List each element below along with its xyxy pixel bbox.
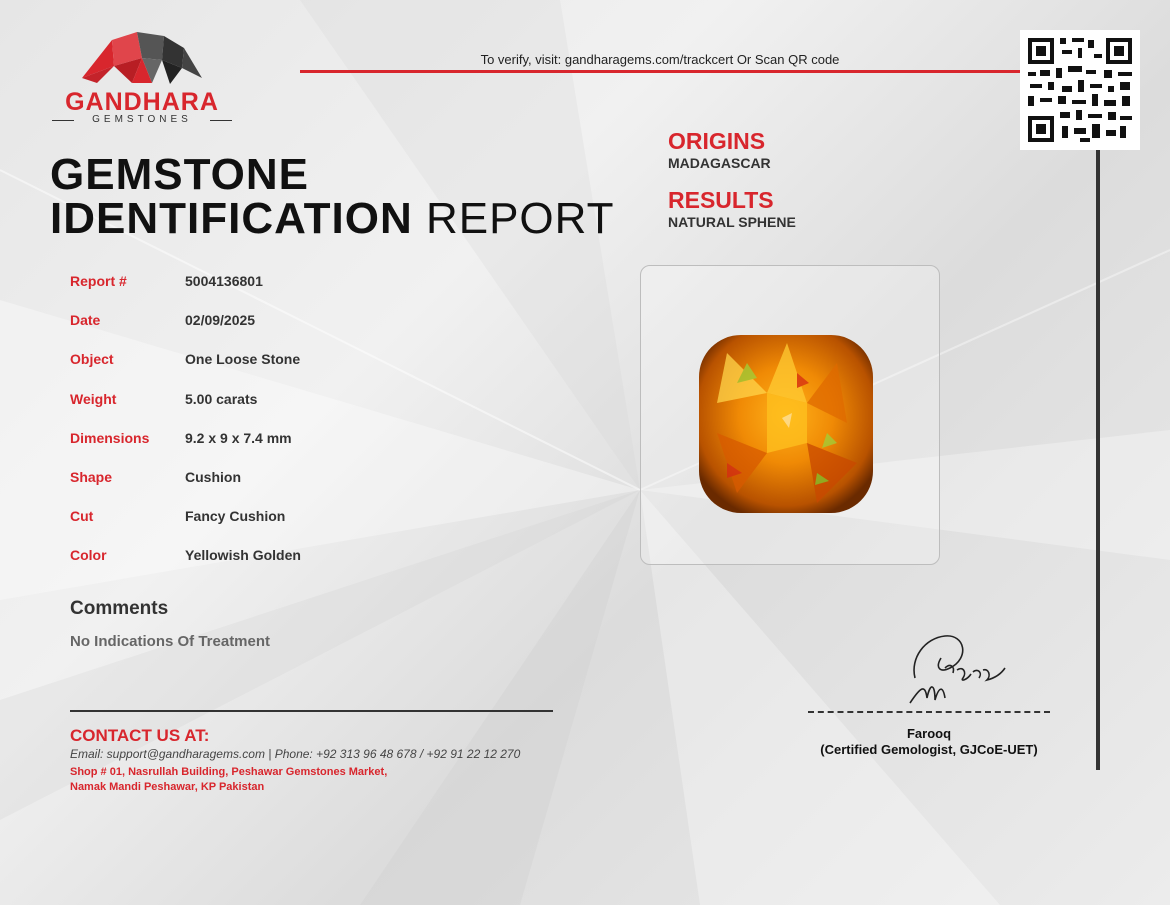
brand-subtitle: GEMSTONES <box>92 114 192 125</box>
comments-heading: Comments <box>70 598 169 619</box>
signature-line <box>808 711 1050 713</box>
brand-name: GANDHARA <box>65 88 219 116</box>
detail-value-shape: Cushion <box>185 469 241 485</box>
report-title-bold: IDENTIFICATION <box>50 194 413 243</box>
detail-value-object: One Loose Stone <box>185 351 301 367</box>
qr-code-icon[interactable] <box>1020 30 1140 150</box>
detail-value-date: 02/09/2025 <box>185 312 256 328</box>
contact-address <box>70 765 387 795</box>
detail-label-shape: Shape <box>70 469 113 485</box>
contact-email-phone: Email: support@gandharagems.com | Phone: +92 313 96 48 678 / +92 91 22 12 270 <box>70 747 521 761</box>
detail-label-cut: Cut <box>70 508 94 524</box>
detail-label-dimensions: Dimensions <box>70 430 150 446</box>
report-title-line2 <box>50 194 615 244</box>
origins-value: MADAGASCAR <box>668 155 771 171</box>
signature-image <box>905 628 1015 708</box>
contact-address-line1: Shop # 01, Nasrullah Building, Peshawar Gemstones Market, <box>70 766 388 778</box>
detail-value-cut: Fancy Cushion <box>185 508 286 524</box>
detail-label-weight: Weight <box>70 391 117 407</box>
header-divider <box>300 70 1022 73</box>
contact-heading: CONTACT US AT: <box>70 726 210 745</box>
results-value: NATURAL SPHENE <box>668 214 796 230</box>
contact-address-line2: Namak Mandi Peshawar, KP Pakistan <box>70 781 265 793</box>
detail-value-color: Yellowish Golden <box>185 547 301 563</box>
detail-label-color: Color <box>70 547 107 563</box>
detail-value-report: 5004136801 <box>185 273 263 289</box>
detail-value-weight: 5.00 carats <box>185 391 258 407</box>
detail-label-report: Report # <box>70 273 127 289</box>
results-label: RESULTS <box>668 187 774 213</box>
gemstone-image <box>697 333 875 515</box>
detail-value-dimensions: 9.2 x 9 x 7.4 mm <box>185 430 292 446</box>
logo-divider-right <box>210 120 232 121</box>
signatory-title: (Certified Gemologist, GJCoE-UET) <box>820 742 1038 757</box>
report-title-line1: GEMSTONE <box>50 150 310 199</box>
signatory-name: Farooq <box>906 726 952 741</box>
contact-divider <box>70 710 553 712</box>
report-title-light: REPORT <box>412 194 615 243</box>
detail-label-object: Object <box>70 351 114 367</box>
detail-label-date: Date <box>70 312 101 328</box>
verify-instructions: To verify, visit: gandharagems.com/trackcert Or Scan QR code <box>480 52 840 67</box>
comments-text: No Indications Of Treatment <box>70 633 271 650</box>
origins-label: ORIGINS <box>668 128 766 154</box>
right-vertical-rule <box>1096 150 1100 770</box>
